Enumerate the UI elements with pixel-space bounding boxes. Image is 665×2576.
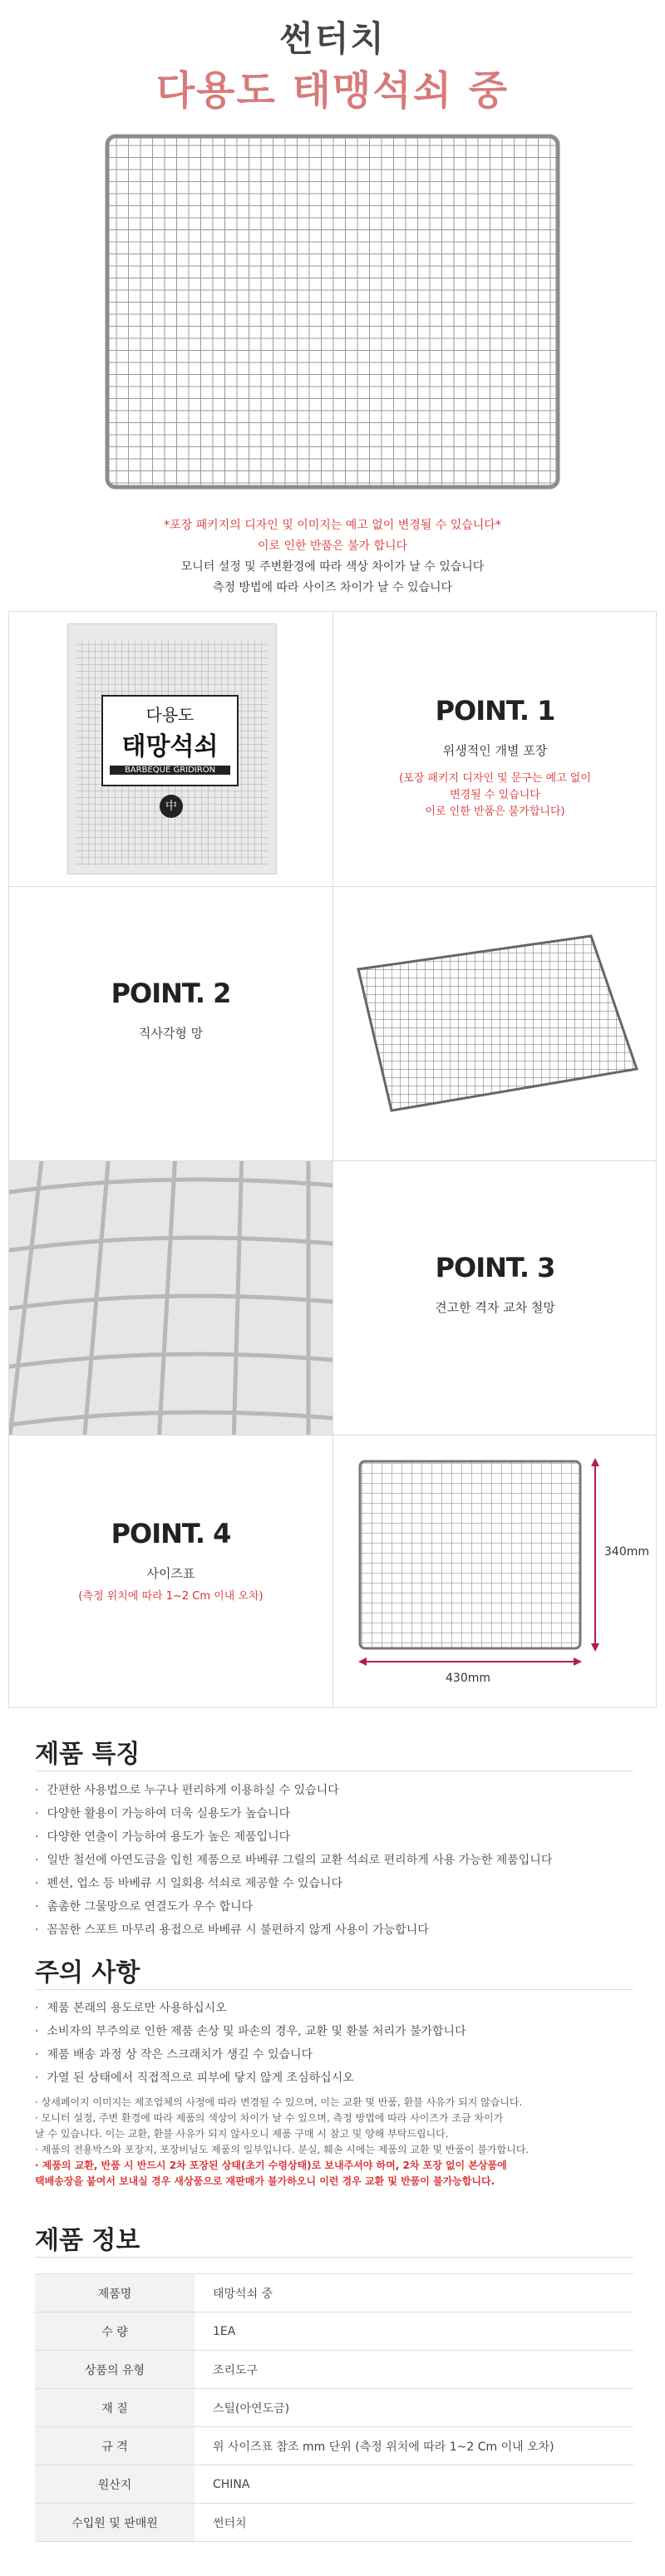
list-item: · 가열 된 상태에서 직접적으로 피부에 닿지 않게 조심하십시오 xyxy=(35,2066,633,2090)
point-desc: 견고한 격자 교차 철망 xyxy=(435,1300,555,1315)
list-item: · 꼼꼼한 스포트 마무리 용접으로 바베큐 시 불편하지 않게 사용이 가능합니다 xyxy=(35,1918,633,1942)
point-grid xyxy=(8,611,657,1708)
table-row: 재 질 스틸(아연도금) xyxy=(35,2389,633,2427)
point-title: POINT. 2 xyxy=(111,978,231,1009)
package-subtitle: BARBEQUE GRIDIRON xyxy=(110,766,230,775)
package-title-big: 태망석쇠 xyxy=(121,732,219,761)
list-item: · 소비자의 부주의로 인한 제품 손상 및 파손의 경우, 교환 및 환불 처리가 불가합니다 xyxy=(35,2020,633,2043)
point-desc: 직사각형 망 xyxy=(138,1026,204,1041)
point-note: (포장 패키지 디자인 및 문구는 예고 없이 변경될 수 있습니다 이로 인한 반품은 불가합니다) xyxy=(399,772,591,818)
grill-main-image xyxy=(104,133,561,490)
notice-line: 모니터 설정 및 주변환경에 따라 색상 차이가 날 수 있습니다 xyxy=(180,560,485,574)
list-item: · 일반 철선에 아연도금을 입힌 제품으로 바베큐 그릴의 교환 석쇠로 편리하게 사용 가능한 제품입니다 xyxy=(35,1849,633,1872)
table-row: 규 격 위 사이즈표 참조 mm 단위 (측정 위치에 따라 1~2 Cm 이내 오차) xyxy=(35,2427,633,2465)
list-item: · 다양한 연출이 가능하여 용도가 높은 제품입니다 xyxy=(35,1825,633,1849)
caution-list xyxy=(35,1997,633,2090)
width-label: 430mm xyxy=(446,1672,490,1685)
list-item: · 제품 배송 과정 상 작은 스크래치가 생길 수 있습니다 xyxy=(35,2043,633,2066)
list-item: · 제품 본래의 용도로만 사용하십시오 xyxy=(35,1997,633,2020)
notice-line: *포장 패키지의 디자인 및 이미지는 예고 없이 변경될 수 있습니다* xyxy=(164,519,501,532)
list-item: · 다양한 활용이 가능하여 더욱 실용도가 높습니다 xyxy=(35,1802,633,1825)
notice-block xyxy=(0,515,665,598)
point-note: (측정 위치에 따라 1~2 Cm 이내 오차) xyxy=(78,1590,264,1603)
table-row: 상품의 유형 조리도구 xyxy=(35,2351,633,2389)
list-item: · 간편한 사용법으로 누구나 편리하게 이용하실 수 있습니다 xyxy=(35,1779,633,1802)
caution-heading: 주의 사항 xyxy=(35,1958,140,1987)
table-row: 원산지 CHINA xyxy=(35,2465,633,2504)
caution-notes xyxy=(35,2095,633,2189)
grill-closeup-image xyxy=(9,1161,332,1435)
brand-name: 썬터치 xyxy=(279,18,386,59)
point-desc: 위생적인 개별 포장 xyxy=(442,743,548,758)
list-item: · 촘촘한 그물망으로 연결도가 우수 합니다 xyxy=(35,1895,633,1918)
point-2 xyxy=(9,886,332,1160)
features-list xyxy=(35,1779,633,1942)
table-row: 수 량 1EA xyxy=(35,2312,633,2351)
spec-table xyxy=(35,2273,633,2542)
divider xyxy=(35,1989,633,1990)
table-row: 제품명 태망석쇠 중 xyxy=(35,2274,633,2312)
note-line-red: · 제품의 교환, 반품 시 반드시 2차 포장된 상태(초기 수령상태)로 보내주셔야 하며, 2차 포장 없이 본상품에 xyxy=(35,2160,507,2171)
point-1 xyxy=(333,612,657,886)
point-desc: 사이즈표 xyxy=(146,1566,195,1581)
list-item: · 펜션, 업소 등 바베큐 시 일회용 석쇠로 제공할 수 있습니다 xyxy=(35,1872,633,1895)
spec-heading: 제품 정보 xyxy=(35,2226,140,2255)
note-line-red: 택배송장을 붙여서 보내실 경우 새상품으로 재판매가 불가하오니 이런 경우 교환 및 반품이 불가능합니다. xyxy=(35,2175,495,2187)
point-3 xyxy=(333,1160,657,1435)
height-label: 340mm xyxy=(604,1545,649,1559)
point-title: POINT. 4 xyxy=(111,1518,231,1549)
divider xyxy=(35,2257,633,2258)
size-diagram xyxy=(342,1443,649,1701)
product-title: 다용도 태맹석쇠 중 xyxy=(155,67,510,114)
package-image xyxy=(67,623,277,874)
point-4 xyxy=(9,1435,332,1709)
notice-line: 측정 방법에 따라 사이즈 차이가 날 수 있습니다 xyxy=(212,581,453,594)
table-row: 수입원 및 판매원 썬터치 xyxy=(35,2504,633,2542)
package-size-badge: 中 xyxy=(160,795,183,818)
grill-perspective-image xyxy=(342,919,649,1127)
point-title: POINT. 1 xyxy=(435,695,555,727)
package-title-small: 다용도 xyxy=(145,705,195,725)
point-title: POINT. 3 xyxy=(435,1252,555,1283)
features-heading: 제품 특징 xyxy=(35,1740,140,1769)
note-line: 날 수 있습니다. 이는 교환, 환불 사유가 되지 않사오니 제품 구매 시 참고 및 양해 부탁드립니다. xyxy=(35,2128,449,2140)
note-line: · 모니터 설정, 주변 환경에 따라 제품의 색상이 차이가 날 수 있으며, 측정 방법에 따라 사이즈가 조금 차이가 xyxy=(35,2112,504,2124)
note-line: · 상세페이지 이미지는 제조업체의 사정에 따라 변경될 수 있으며, 이는 교환 및 반품, 환불 사유가 되지 않습니다. xyxy=(35,2096,523,2108)
note-line: · 제품의 전용박스와 포장지, 포장비닐도 제품의 일부입니다. 분실, 훼손 시에는 제품의 교환 및 반품이 불가합니다. xyxy=(35,2144,530,2155)
notice-line: 이로 인한 반품은 불가 합니다 xyxy=(257,539,408,553)
